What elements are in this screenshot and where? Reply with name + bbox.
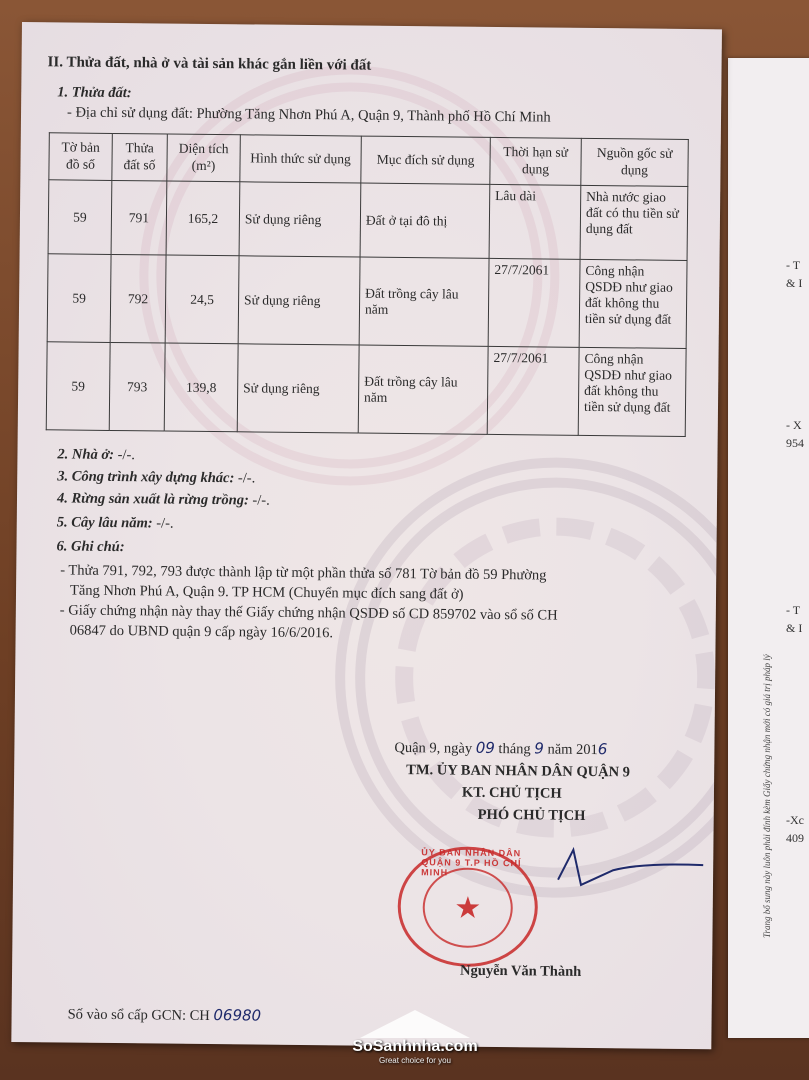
cell-map-sheet: 59 xyxy=(48,180,112,255)
item-construction-label: 3. Công trình xây dựng khác: xyxy=(57,468,235,487)
section-subtitle: 1. Thửa đất: xyxy=(57,84,132,102)
side-fragment: & I xyxy=(786,276,803,290)
date-month: 9 xyxy=(534,739,544,758)
column-header: Tờ bản đồ số xyxy=(49,133,112,181)
item-forest-label: 4. Rừng sản xuất là rừng trồng: xyxy=(56,490,249,509)
side-fragment: 409 xyxy=(786,831,804,845)
note-line: - Thửa 791, 792, 793 được thành lập từ một phần thửa số 781 Tờ bản đồ 59 Phường xyxy=(60,562,547,584)
section-title: II. Thửa đất, nhà ở và tài sản khác gắn liền với đất xyxy=(47,54,372,74)
cell-origin: Nhà nước giao đất có thu tiền sử dụng đất xyxy=(580,185,688,260)
cell-usage-form: Sử dụng riêng xyxy=(237,344,359,433)
date-prefix: Quận 9, ngày xyxy=(394,739,473,757)
side-fragment: & I xyxy=(786,621,803,635)
watermark-tagline: Great choice for you xyxy=(378,1056,452,1065)
cell-area: 165,2 xyxy=(166,181,240,256)
sign-org: TM. ỦY BAN NHÂN DÂN QUẬN 9 xyxy=(406,762,631,781)
item-perennial-label: 5. Cây lâu năm: xyxy=(56,514,153,532)
cell-usage-form: Sử dụng riêng xyxy=(239,182,361,257)
handwritten-signature xyxy=(553,840,714,902)
cell-purpose: Đất trồng cây lâu năm xyxy=(358,345,488,434)
cell-area: 139,8 xyxy=(164,343,238,432)
sign-kt: KT. CHỦ TỊCH xyxy=(461,784,562,802)
house-logo-icon xyxy=(360,1010,470,1038)
cell-map-sheet: 59 xyxy=(46,342,110,431)
cell-term: 27/7/2061 xyxy=(488,258,580,347)
table-row xyxy=(46,342,686,437)
cell-origin: Công nhận QSDĐ như giao đất không thu tiền sử dụng đất xyxy=(578,347,686,436)
table-row xyxy=(48,180,688,261)
cell-parcel: 792 xyxy=(110,254,166,343)
register-value: 06980 xyxy=(213,1006,262,1025)
column-header: Mục đích sử dụng xyxy=(361,136,490,184)
column-header: Hình thức sử dụng xyxy=(240,135,361,183)
item-forest xyxy=(57,490,270,509)
cell-parcel: 793 xyxy=(109,342,165,431)
column-header: Thời hạn sử dụng xyxy=(490,137,581,185)
item-notes-label: 6. Ghi chú: xyxy=(56,538,125,556)
side-fragment: - X xyxy=(786,418,802,432)
side-fragment: - T xyxy=(786,258,801,272)
item-construction-value: -/-. xyxy=(237,470,256,487)
cell-origin: Công nhận QSDĐ như giao đất không thu tiền sử dụng đất xyxy=(579,259,687,348)
register-label: Số vào sổ cấp GCN: CH xyxy=(67,1006,210,1025)
item-perennial-value: -/-. xyxy=(156,515,174,532)
site-watermark xyxy=(340,1010,490,1080)
column-header: Thửa đất số xyxy=(112,133,167,181)
note-line: Tăng Nhơn Phú A, Quận 9. TP HCM (Chuyển mục đích sang đất ở) xyxy=(69,582,464,603)
star-icon: ★ xyxy=(422,867,513,948)
side-fragment: 954 xyxy=(786,436,804,450)
side-fragment: -Xc xyxy=(786,813,804,827)
cell-map-sheet: 59 xyxy=(47,254,111,343)
land-parcel-table xyxy=(46,132,689,437)
column-header: Diện tích (m²) xyxy=(167,134,240,182)
note-line: 06847 do UBND quận 9 cấp ngày 16/6/2016. xyxy=(69,622,334,642)
cell-term: Lâu dài xyxy=(489,184,581,259)
item-perennial xyxy=(57,514,174,532)
date-day: 09 xyxy=(475,738,495,757)
item-construction xyxy=(57,468,255,487)
date-year-label: năm 201 xyxy=(547,741,598,759)
signer-name: Nguyễn Văn Thành xyxy=(460,962,582,980)
cell-area: 24,5 xyxy=(165,255,239,344)
table-row xyxy=(47,254,687,349)
note-line: - Giấy chứng nhận này thay thế Giấy chứng nhận QSDĐ số CD 859702 vào sổ số CH xyxy=(59,602,558,624)
cell-parcel: 791 xyxy=(111,180,167,255)
side-vertical-note: Trang bổ sung này luôn phải đính kèm Giấy chứng nhận mới có giá trị pháp lý xyxy=(762,654,772,938)
certificate-page xyxy=(11,22,722,1049)
seal-text: ỦY BAN NHÂN DÂN QUẬN 9 T.P HỒ CHÍ MINH xyxy=(421,847,522,878)
side-fragment: - T xyxy=(786,603,801,617)
item-house-value: -/-. xyxy=(117,447,136,464)
column-header: Nguồn gốc sử dụng xyxy=(581,138,688,186)
watermark-brand: SoSanhnha.com xyxy=(352,1038,478,1055)
date-year-hand: 6 xyxy=(597,740,608,759)
sign-date xyxy=(394,738,607,759)
red-seal xyxy=(397,846,538,967)
item-house-label: 2. Nhà ở: xyxy=(57,446,115,463)
sign-title: PHÓ CHỦ TỊCH xyxy=(477,806,586,824)
table-header-row xyxy=(49,133,688,187)
cell-term: 27/7/2061 xyxy=(487,346,579,435)
cell-usage-form: Sử dụng riêng xyxy=(238,256,360,345)
cell-purpose: Đất ở tại đô thị xyxy=(360,183,490,258)
cell-purpose: Đất trồng cây lâu năm xyxy=(359,257,489,346)
register-number xyxy=(68,1005,262,1026)
land-address: - Địa chỉ sử dụng đất: Phường Tăng Nhơn Phú A, Quận 9, Thành phố Hồ Chí Minh xyxy=(66,104,551,126)
date-month-label: tháng xyxy=(498,741,531,758)
item-house xyxy=(57,446,135,464)
item-forest-value: -/-. xyxy=(252,492,270,509)
adjacent-page xyxy=(728,58,809,1038)
